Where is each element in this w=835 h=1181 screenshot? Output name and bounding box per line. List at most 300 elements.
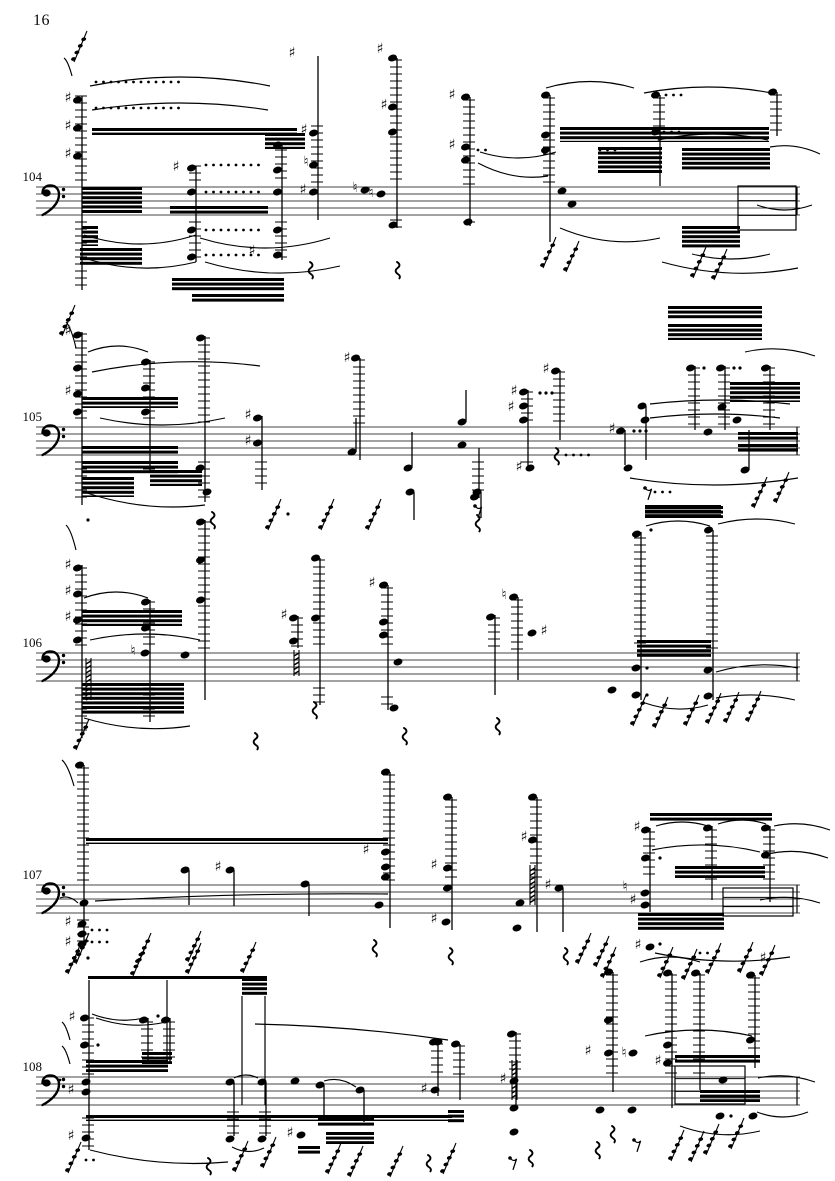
notehead bbox=[640, 415, 651, 424]
note-column bbox=[540, 90, 555, 242]
natural-icon bbox=[130, 643, 135, 659]
slur bbox=[90, 77, 270, 86]
svg-text:♯: ♯ bbox=[515, 459, 523, 475]
svg-text:♯: ♯ bbox=[280, 607, 288, 623]
slur bbox=[546, 82, 634, 89]
svg-text:♯: ♯ bbox=[520, 829, 528, 845]
notehead bbox=[441, 917, 452, 926]
grace-note-run bbox=[347, 1146, 363, 1177]
slur bbox=[324, 1079, 356, 1087]
slur bbox=[630, 478, 798, 485]
sharp-icon bbox=[449, 87, 456, 103]
notehead bbox=[81, 1077, 92, 1086]
grace-note-run bbox=[265, 499, 281, 530]
notehead bbox=[202, 487, 213, 496]
slur bbox=[62, 760, 74, 786]
sharp-icon bbox=[630, 892, 637, 908]
notehead bbox=[347, 418, 358, 457]
svg-text:♯: ♯ bbox=[420, 1081, 428, 1097]
svg-text:♯: ♯ bbox=[507, 399, 515, 415]
beam-block bbox=[668, 324, 762, 340]
augmentation-dot bbox=[649, 528, 652, 531]
bass-clef-icon bbox=[42, 426, 65, 456]
sharp-icon bbox=[65, 934, 72, 950]
note-column bbox=[288, 613, 303, 648]
beam-block bbox=[88, 976, 267, 979]
notehead bbox=[637, 401, 648, 460]
grace-note-run bbox=[745, 691, 761, 722]
slur bbox=[478, 163, 548, 177]
sharp-icon bbox=[369, 575, 376, 591]
slur bbox=[645, 703, 708, 709]
svg-text:♮: ♮ bbox=[352, 180, 358, 196]
note-column bbox=[195, 517, 210, 700]
sharp-icon bbox=[655, 1053, 662, 1069]
sharp-icon bbox=[173, 159, 180, 175]
notehead bbox=[296, 1130, 307, 1139]
beam-block bbox=[730, 382, 800, 402]
beam-block bbox=[668, 306, 762, 318]
sharp-icon bbox=[511, 383, 518, 399]
svg-text:♯: ♯ bbox=[244, 433, 252, 449]
grace-note-run bbox=[365, 499, 381, 530]
augmentation-dot bbox=[86, 956, 89, 959]
system-105 bbox=[23, 305, 816, 531]
grace-note-run bbox=[71, 31, 87, 62]
system-108 bbox=[23, 942, 816, 1177]
svg-text:♯: ♯ bbox=[64, 118, 72, 134]
beam-block bbox=[675, 866, 765, 878]
note-column bbox=[350, 353, 365, 460]
notehead bbox=[732, 415, 743, 424]
tremolo-squiggle-icon bbox=[373, 940, 377, 956]
sharp-icon bbox=[68, 1082, 75, 1098]
notation bbox=[59, 305, 815, 531]
note-column bbox=[760, 823, 775, 902]
sharp-icon bbox=[541, 623, 548, 639]
svg-text:♯: ♯ bbox=[64, 609, 72, 625]
note-column bbox=[603, 967, 618, 1092]
notehead bbox=[645, 942, 656, 951]
grace-note-run bbox=[652, 697, 668, 728]
notehead bbox=[607, 685, 618, 694]
slur bbox=[644, 87, 772, 93]
svg-text:♮: ♮ bbox=[303, 154, 309, 170]
svg-text:♯: ♯ bbox=[64, 557, 72, 573]
notehead bbox=[631, 663, 642, 672]
tremolo-squiggle-icon bbox=[449, 948, 453, 964]
slur bbox=[680, 1126, 760, 1135]
sharp-icon bbox=[760, 950, 767, 966]
notehead bbox=[81, 1087, 92, 1096]
sharp-icon bbox=[516, 459, 523, 475]
notehead bbox=[403, 432, 414, 473]
slur bbox=[650, 414, 780, 418]
tremolo-squiggle-icon bbox=[596, 1142, 600, 1158]
beam-block bbox=[172, 278, 284, 290]
svg-text:♯: ♯ bbox=[67, 1082, 75, 1098]
bass-clef-icon bbox=[42, 1076, 65, 1106]
svg-text:♯: ♯ bbox=[634, 937, 642, 953]
note-column bbox=[521, 792, 542, 932]
grace-note-run bbox=[773, 472, 789, 503]
beam-block bbox=[82, 683, 184, 714]
beam-block bbox=[638, 913, 724, 930]
beam-block bbox=[448, 1110, 464, 1122]
slur bbox=[205, 262, 340, 273]
notehead bbox=[405, 487, 416, 520]
beam-block bbox=[82, 610, 182, 626]
notehead bbox=[628, 1048, 639, 1057]
tremolo-squiggle-icon bbox=[611, 1126, 615, 1142]
svg-text:♯: ♯ bbox=[300, 122, 308, 138]
svg-text:♯: ♯ bbox=[214, 859, 222, 875]
notehead bbox=[140, 648, 151, 657]
natural-icon bbox=[622, 879, 627, 895]
grace-note-run bbox=[705, 943, 721, 974]
sharp-icon bbox=[215, 859, 222, 875]
svg-text:♯: ♯ bbox=[430, 857, 438, 873]
svg-text:♯: ♯ bbox=[430, 911, 438, 927]
grace-note-run bbox=[440, 1143, 456, 1174]
beam-block bbox=[170, 206, 268, 214]
svg-text:♯: ♯ bbox=[380, 97, 388, 113]
notehead bbox=[623, 463, 634, 472]
beam-block bbox=[80, 248, 142, 265]
slur bbox=[88, 346, 148, 352]
system-106 bbox=[23, 487, 801, 750]
notehead bbox=[77, 929, 88, 938]
slur bbox=[84, 718, 190, 729]
slur bbox=[84, 235, 196, 244]
tremolo-squiggle-icon bbox=[555, 448, 559, 464]
sharp-icon bbox=[543, 361, 550, 377]
augmentation-dot bbox=[658, 942, 661, 945]
measure-number: 108 bbox=[22, 1059, 42, 1074]
notehead bbox=[472, 487, 483, 518]
sharp-icon bbox=[344, 350, 351, 366]
measure-number: 105 bbox=[22, 409, 42, 424]
rest-icon bbox=[508, 1156, 516, 1170]
sharp-icon bbox=[635, 937, 642, 953]
note-column bbox=[518, 387, 553, 470]
notehead bbox=[463, 217, 474, 226]
svg-text:♯: ♯ bbox=[343, 350, 351, 366]
tremolo-squiggle-icon bbox=[207, 1158, 211, 1174]
slur bbox=[255, 1024, 448, 1040]
note-column bbox=[767, 87, 782, 136]
beam-block bbox=[86, 1060, 168, 1072]
dotted-line bbox=[699, 952, 709, 955]
note-column bbox=[431, 792, 457, 930]
slur bbox=[718, 519, 795, 524]
notehead bbox=[595, 1105, 606, 1114]
svg-text:♯: ♯ bbox=[542, 361, 550, 377]
beam-block bbox=[86, 838, 388, 844]
grace-note-run bbox=[683, 695, 699, 726]
notehead bbox=[640, 900, 651, 909]
grace-note-run bbox=[387, 1146, 403, 1177]
notehead bbox=[703, 427, 714, 436]
sharp-icon bbox=[508, 399, 515, 415]
rest-icon bbox=[632, 1138, 640, 1152]
note-column bbox=[449, 92, 475, 226]
svg-text:♯: ♯ bbox=[448, 87, 456, 103]
notation bbox=[60, 760, 830, 980]
slur bbox=[92, 362, 260, 372]
tremolo-squiggle-icon bbox=[529, 1150, 533, 1166]
note-column bbox=[702, 823, 717, 900]
augmentation-dot bbox=[156, 1014, 159, 1017]
grace-note-run bbox=[728, 1118, 744, 1149]
notehead bbox=[748, 1111, 759, 1120]
slur bbox=[640, 957, 700, 962]
note-column bbox=[74, 760, 89, 948]
notehead bbox=[393, 657, 404, 666]
beam-block bbox=[242, 978, 267, 995]
note-column bbox=[690, 968, 705, 1090]
dotted-line bbox=[59, 1079, 62, 1082]
dotted-line bbox=[477, 149, 487, 152]
notation bbox=[64, 31, 820, 302]
beam-block bbox=[560, 127, 662, 142]
sharp-icon bbox=[500, 1071, 507, 1087]
notehead bbox=[627, 1105, 638, 1114]
tremolo-squiggle-icon bbox=[427, 1155, 431, 1171]
slur bbox=[757, 1112, 808, 1117]
notehead bbox=[315, 1080, 326, 1120]
tremolo-stem bbox=[294, 650, 299, 676]
measure-number: 104 bbox=[22, 169, 42, 184]
notehead bbox=[525, 463, 536, 472]
natural-icon bbox=[368, 185, 373, 201]
tremolo-squiggle-icon bbox=[564, 948, 568, 964]
note-column bbox=[252, 413, 267, 490]
tremolo-squiggle-icon bbox=[309, 262, 313, 278]
notehead bbox=[527, 628, 538, 637]
slur bbox=[662, 262, 798, 273]
notehead bbox=[509, 1127, 520, 1136]
svg-text:♯: ♯ bbox=[544, 877, 552, 893]
grace-note-run bbox=[73, 719, 89, 750]
slur bbox=[84, 592, 148, 598]
grace-note-run bbox=[575, 933, 591, 964]
grace-note-run bbox=[703, 1124, 719, 1155]
notehead bbox=[430, 1085, 441, 1094]
rest-icon bbox=[643, 486, 651, 500]
sharp-icon bbox=[68, 1128, 75, 1144]
sharp-icon bbox=[609, 421, 616, 437]
sharp-icon bbox=[421, 1081, 428, 1097]
staff-lines bbox=[36, 187, 800, 215]
beam-block bbox=[150, 470, 202, 486]
slur bbox=[60, 897, 78, 903]
notehead bbox=[457, 390, 468, 427]
slur bbox=[96, 1018, 166, 1025]
notation bbox=[59, 942, 815, 1177]
svg-text:♯: ♯ bbox=[362, 842, 370, 858]
slur bbox=[200, 238, 330, 248]
slur bbox=[84, 492, 205, 507]
beam-block bbox=[298, 1146, 320, 1154]
beam-block bbox=[192, 294, 284, 302]
natural-icon bbox=[352, 180, 357, 196]
beam-block bbox=[318, 1118, 374, 1126]
svg-text:♯: ♯ bbox=[654, 1053, 662, 1069]
beam-block bbox=[82, 397, 178, 408]
note-column bbox=[310, 553, 325, 705]
grace-note-run bbox=[65, 1142, 81, 1173]
sharp-icon bbox=[249, 243, 256, 259]
svg-text:♯: ♯ bbox=[759, 950, 767, 966]
svg-text:♯: ♯ bbox=[633, 819, 641, 835]
slur bbox=[64, 58, 72, 76]
tremolo-squiggle-icon bbox=[211, 512, 215, 528]
slur bbox=[774, 824, 830, 830]
grace-note-run bbox=[690, 247, 706, 278]
grace-note-run bbox=[240, 942, 256, 973]
beam-block bbox=[82, 187, 142, 213]
slur bbox=[560, 228, 660, 242]
grace-note-run bbox=[232, 1141, 248, 1172]
svg-text:♯: ♯ bbox=[629, 892, 637, 908]
svg-text:♮: ♮ bbox=[621, 1045, 627, 1061]
grace-note-run bbox=[751, 477, 767, 508]
note-column bbox=[272, 140, 287, 260]
svg-text:♯: ♯ bbox=[64, 934, 72, 950]
svg-text:♯: ♯ bbox=[64, 583, 72, 599]
augmentation-dot bbox=[286, 512, 289, 515]
staff-lines bbox=[36, 885, 800, 913]
natural-icon bbox=[621, 1045, 626, 1061]
system-107 bbox=[23, 760, 831, 980]
grace-note-run bbox=[130, 945, 146, 976]
dotted-line bbox=[91, 929, 109, 932]
svg-text:♯: ♯ bbox=[64, 146, 72, 162]
grace-note-run bbox=[688, 1131, 704, 1162]
slur bbox=[656, 822, 708, 826]
sharp-icon bbox=[287, 1125, 294, 1141]
note-column bbox=[745, 970, 760, 1068]
note-column bbox=[485, 612, 500, 695]
sharp-icon bbox=[585, 1043, 592, 1059]
sharp-icon bbox=[65, 914, 72, 930]
beam-block bbox=[326, 1132, 374, 1144]
svg-text:♯: ♯ bbox=[288, 45, 296, 61]
bass-clef-icon bbox=[42, 884, 65, 914]
sharp-icon bbox=[281, 607, 288, 623]
beam-block bbox=[82, 446, 178, 454]
svg-text:♯: ♯ bbox=[64, 323, 72, 339]
dotted-line bbox=[654, 491, 672, 494]
svg-text:♯: ♯ bbox=[244, 407, 252, 423]
sharp-icon bbox=[545, 877, 552, 893]
bass-clef-icon bbox=[42, 186, 65, 216]
grace-note-run bbox=[593, 936, 609, 967]
augmentation-dot bbox=[645, 666, 648, 669]
notehead bbox=[300, 879, 311, 916]
dotted-line bbox=[85, 1159, 95, 1162]
svg-text:♯: ♯ bbox=[64, 383, 72, 399]
beam-block bbox=[650, 813, 772, 821]
grace-note-run bbox=[318, 499, 334, 530]
tremolo-squiggle-icon bbox=[403, 728, 407, 744]
note-column bbox=[685, 363, 705, 430]
sharp-icon bbox=[245, 433, 252, 449]
beam-block bbox=[265, 133, 305, 149]
svg-text:♯: ♯ bbox=[499, 1071, 507, 1087]
notehead bbox=[715, 1111, 726, 1120]
note-column bbox=[615, 426, 647, 465]
grace-note-run bbox=[711, 249, 727, 280]
beam-block bbox=[738, 432, 798, 440]
beam-block bbox=[682, 226, 740, 247]
slur bbox=[745, 349, 815, 356]
svg-text:♮: ♮ bbox=[368, 185, 374, 201]
notehead bbox=[554, 883, 565, 932]
slur bbox=[66, 525, 76, 550]
grace-note-run bbox=[630, 695, 646, 726]
dotted-line bbox=[91, 941, 109, 944]
notehead bbox=[180, 650, 191, 659]
tremolo-squiggle-icon bbox=[396, 262, 400, 278]
beam-block bbox=[637, 640, 711, 657]
grace-note-run bbox=[325, 1143, 341, 1174]
note-column bbox=[550, 366, 565, 440]
grace-note-run bbox=[135, 933, 151, 964]
bass-clef-icon bbox=[42, 652, 65, 682]
grace-note-run bbox=[563, 241, 579, 272]
notehead bbox=[374, 900, 385, 909]
tremolo-squiggle-icon bbox=[313, 702, 317, 718]
notehead bbox=[631, 690, 642, 699]
svg-text:♯: ♯ bbox=[64, 90, 72, 106]
beam-block bbox=[86, 1115, 452, 1121]
dotted-line bbox=[665, 94, 683, 97]
slur bbox=[770, 146, 820, 154]
svg-text:♯: ♯ bbox=[64, 914, 72, 930]
svg-text:♯: ♯ bbox=[448, 137, 456, 153]
note-column bbox=[138, 1015, 153, 1062]
slur bbox=[62, 1046, 70, 1064]
svg-text:♯: ♯ bbox=[286, 1125, 294, 1141]
tremolo-squiggle-icon bbox=[254, 733, 258, 749]
svg-text:♮: ♮ bbox=[501, 587, 507, 603]
beam-block bbox=[675, 1055, 760, 1063]
slur bbox=[646, 521, 710, 526]
dotted-line bbox=[205, 164, 260, 167]
notehead bbox=[376, 189, 387, 198]
notehead bbox=[512, 923, 523, 932]
slur bbox=[95, 894, 388, 901]
slur bbox=[764, 851, 828, 858]
svg-text:♯: ♯ bbox=[510, 383, 518, 399]
note-column bbox=[227, 1082, 239, 1136]
slur bbox=[90, 1150, 228, 1164]
system-104 bbox=[23, 31, 821, 302]
grace-note-run bbox=[737, 942, 753, 973]
svg-text:♯: ♯ bbox=[172, 159, 180, 175]
slur bbox=[232, 1147, 264, 1152]
sharp-icon bbox=[377, 41, 384, 57]
measure-number: 107 bbox=[22, 867, 42, 882]
svg-text:♯: ♯ bbox=[540, 623, 548, 639]
page-number: 16 bbox=[33, 12, 50, 29]
sharp-icon bbox=[634, 819, 641, 835]
beam-block bbox=[700, 1090, 760, 1102]
notehead bbox=[225, 865, 236, 906]
svg-text:♯: ♯ bbox=[68, 1009, 76, 1025]
